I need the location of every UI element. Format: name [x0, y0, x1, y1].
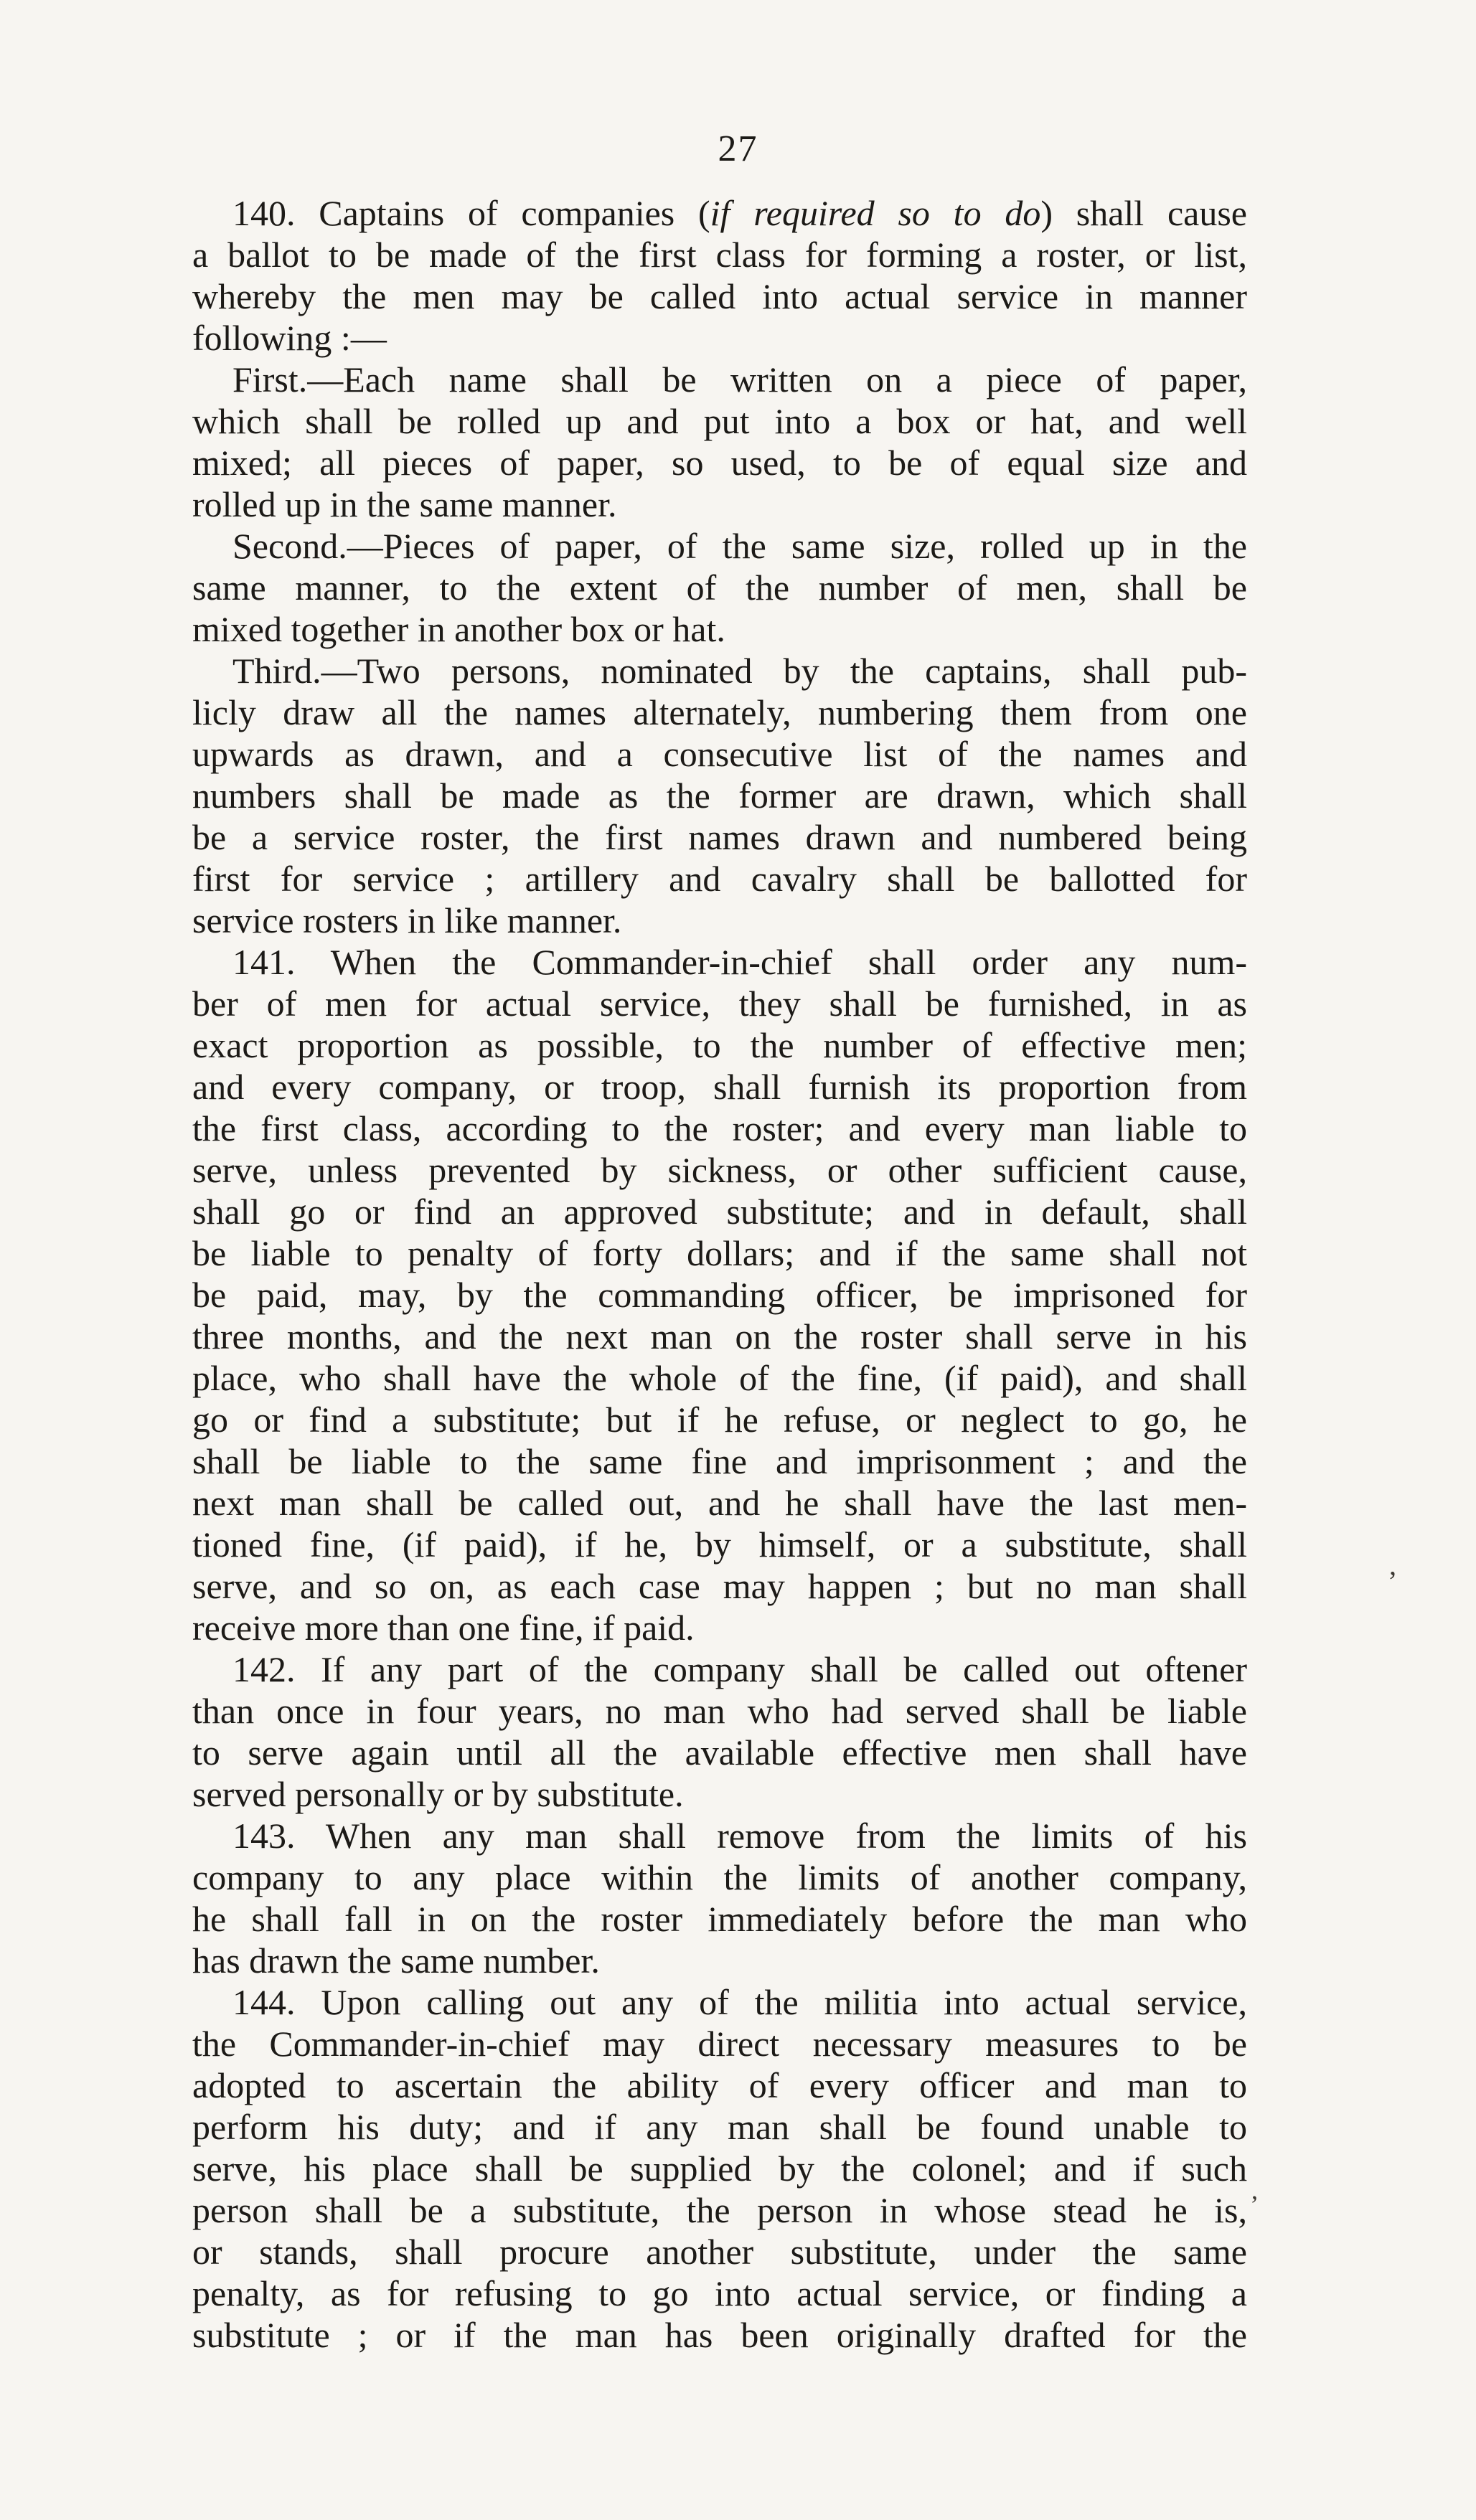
text-line: ber of men for actual service, they shall be furnished, in as	[192, 983, 1247, 1024]
text-span: ) shall cause	[1040, 193, 1247, 233]
clause-third	[192, 650, 1247, 941]
clause-first	[192, 359, 1247, 525]
text-line: receive more than one fine, if paid.	[192, 1608, 695, 1648]
text-line: whereby the men may be called into actual service in manner	[192, 276, 1247, 316]
text-line: licly draw all the names alternately, numbering them from one	[192, 692, 1247, 732]
text-line: tioned fine, (if paid), if he, by himself, or a substitute, shall	[192, 1524, 1247, 1565]
text-line: First.—Each name shall be written on a piece of paper,	[232, 359, 1247, 400]
text-line: the Commander-in-chief may direct necessary measures to be	[192, 2024, 1247, 2064]
text-line: serve, unless prevented by sickness, or other sufficient cause,	[192, 1150, 1247, 1190]
text-line: he shall fall in on the roster immediately before the man who	[192, 1899, 1247, 1939]
text-line: serve, his place shall be supplied by the colonel; and if such	[192, 2148, 1247, 2189]
text-line: the first class, according to the roster; and every man liable to	[192, 1108, 1247, 1148]
italic-phrase: if required so to do	[710, 193, 1041, 233]
text-line	[192, 192, 1247, 234]
text-line: than once in four years, no man who had served shall be liable	[192, 1691, 1247, 1731]
text-line: exact proportion as possible, to the number of effective men;	[192, 1025, 1247, 1065]
page-number: 27	[718, 128, 758, 169]
text-line: served personally or by substitute.	[192, 1774, 684, 1814]
text-line: be paid, may, by the commanding officer, be imprisoned for	[192, 1275, 1247, 1315]
text-line: penalty, as for refusing to go into actual service, or finding a	[192, 2273, 1247, 2313]
text-line: person shall be a substitute, the person in whose stead he is,	[192, 2190, 1247, 2230]
text-line: and every company, or troop, shall furnish its proportion from	[192, 1067, 1247, 1107]
article-144	[192, 1981, 1247, 2356]
text-line: or stands, shall procure another substitute, under the same	[192, 2232, 1247, 2272]
article-143	[192, 1815, 1247, 1981]
text-line: mixed; all pieces of paper, so used, to be of equal size and	[192, 443, 1247, 483]
text-line: mixed together in another box or hat.	[192, 609, 725, 649]
text-line: substitute ; or if the man has been originally drafted for the	[192, 2315, 1247, 2355]
text-line: rolled up in the same manner.	[192, 484, 617, 524]
text-line: be a service roster, the first names drawn and numbered being	[192, 817, 1247, 857]
article-142	[192, 1648, 1247, 1815]
text-line: place, who shall have the whole of the fine, (if paid), and shall	[192, 1358, 1247, 1398]
margin-mark: ,	[1389, 1549, 1396, 1581]
text-line: Second.—Pieces of paper, of the same size, rolled up in the	[232, 526, 1247, 566]
text-line: 143. When any man shall remove from the limits of his	[232, 1816, 1247, 1856]
text-line: 142. If any part of the company shall be called out oftener	[232, 1649, 1247, 1689]
body-text	[192, 192, 1247, 2356]
text-line: has drawn the same number.	[192, 1940, 600, 1981]
text-line: next man shall be called out, and he shall have the last men-	[192, 1483, 1247, 1523]
text-line: company to any place within the limits of another company,	[192, 1857, 1247, 1897]
text-line: Third.—Two persons, nominated by the captains, shall pub-	[232, 651, 1247, 691]
text-line: a ballot to be made of the first class for forming a roster, or list,	[192, 235, 1247, 275]
margin-mark: ,	[1251, 2176, 1258, 2204]
text-line: perform his duty; and if any man shall be found unable to	[192, 2107, 1247, 2147]
clause-second	[192, 525, 1247, 650]
text-line: to serve again until all the available effective men shall have	[192, 1732, 1247, 1773]
text-line: adopted to ascertain the ability of every officer and man to	[192, 2065, 1247, 2105]
text-line: 144. Upon calling out any of the militia into actual service,	[232, 1982, 1247, 2022]
text-line: go or find a substitute; but if he refuse, or neglect to go, he	[192, 1400, 1247, 1440]
text-line: upwards as drawn, and a consecutive list of the names and	[192, 734, 1247, 774]
article-140	[192, 192, 1247, 359]
text-line: three months, and the next man on the roster shall serve in his	[192, 1316, 1247, 1356]
text-line: which shall be rolled up and put into a box or hat, and well	[192, 401, 1247, 441]
text-span: 140. Captains of companies (	[232, 193, 710, 233]
text-line: same manner, to the extent of the number of men, shall be	[192, 567, 1247, 608]
text-line: shall go or find an approved substitute; and in default, shall	[192, 1191, 1247, 1232]
text-line: serve, and so on, as each case may happen ; but no man shall	[192, 1566, 1247, 1606]
text-line: be liable to penalty of forty dollars; and if the same shall not	[192, 1233, 1247, 1273]
text-line: first for service ; artillery and cavalry shall be ballotted for	[192, 859, 1247, 899]
text-line: numbers shall be made as the former are drawn, which shall	[192, 775, 1247, 816]
text-line: 141. When the Commander-in-chief shall order any num-	[232, 942, 1247, 982]
text-line: service rosters in like manner.	[192, 900, 622, 940]
text-line: following :—	[192, 318, 387, 358]
text-line: shall be liable to the same fine and imprisonment ; and the	[192, 1441, 1247, 1481]
article-141	[192, 941, 1247, 1648]
